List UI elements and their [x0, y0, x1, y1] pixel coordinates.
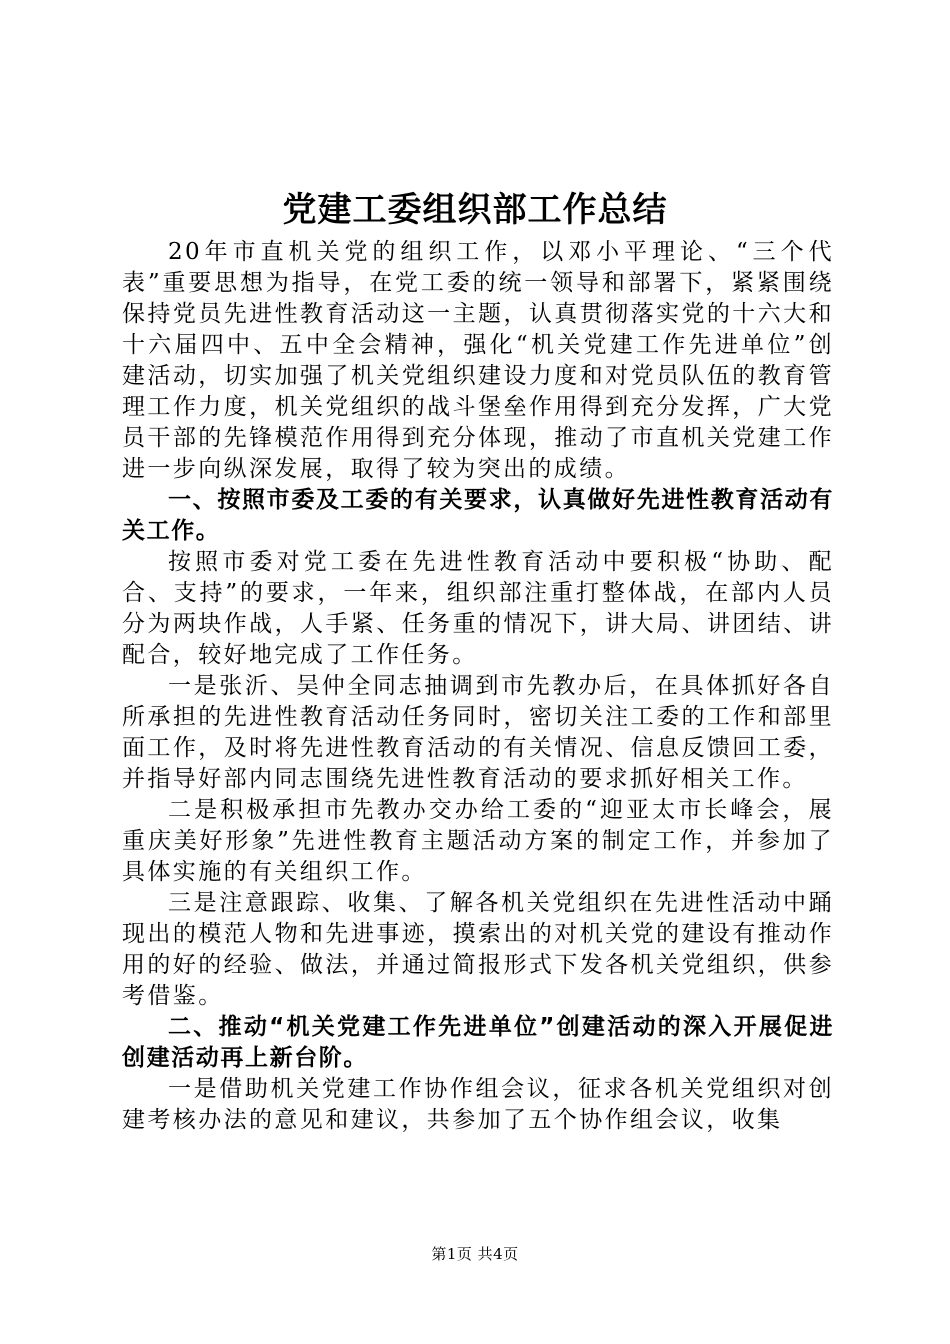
body-paragraph: 一是借助机关党建工作协作组会议，征求各机关党组织对创建考核办法的意见和建议，共参加了五个协作组会议，收集 [122, 1076, 834, 1133]
body-paragraph: 三是注意跟踪、收集、了解各机关党组织在先进性活动中踊现出的模范人物和先进事迹，摸索出的对机关党的建设有推动作用的好的经验、做法，并通过简报形式下发各机关党组织，供参考借鉴。 [122, 890, 834, 1009]
section-heading-2: 二、推动“机关党建工作先进单位”创建活动的深入开展促进创建活动再上新台阶。 [122, 1014, 834, 1071]
body-paragraph: 二是积极承担市先教办交办给工委的“迎亚太市长峰会，展重庆美好形象”先进性教育主题活动方案的制定工作，并参加了具体实施的有关组织工作。 [122, 797, 834, 885]
section-heading-1: 一、按照市委及工委的有关要求，认真做好先进性教育活动有关工作。 [122, 487, 834, 544]
document-title: 党建工委组织部工作总结 [282, 190, 668, 230]
body-paragraph: 按照市委对党工委在先进性教育活动中要积极“协助、配合、支持”的要求，一年来，组织部注重打整体战，在部内人员分为两块作战，人手紧、任务重的情况下，讲大局、讲团结、讲配合，较好地完成了工作任务。 [122, 549, 834, 668]
document-body [122, 237, 834, 1136]
intro-paragraph: 20年市直机关党的组织工作，以邓小平理论、“三个代表”重要思想为指导，在党工委的统一领导和部署下，紧紧围绕保持党员先进性教育活动这一主题，认真贯彻落实党的十六大和十六届四中、五中全会精神，强化“机关党建工作先进单位”创建活动，切实加强了机关党组织建设力度和对党员队伍的教育管理工作力度，机关党组织的战斗堡垒作用得到充分发挥，广大党员干部的先锋模范作用得到充分体现，推动了市直机关党建工作进一步向纵深发展，取得了较为突出的成绩。 [122, 239, 834, 482]
page-footer: 第1页 共4页 [431, 1245, 519, 1263]
body-paragraph: 一是张沂、吴仲全同志抽调到市先教办后，在具体抓好各自所承担的先进性教育活动任务同时，密切关注工委的工作和部里面工作，及时将先进性教育活动的有关情况、信息反馈回工委，并指导好部内同志围绕先进性教育活动的要求抓好相关工作。 [122, 673, 834, 792]
